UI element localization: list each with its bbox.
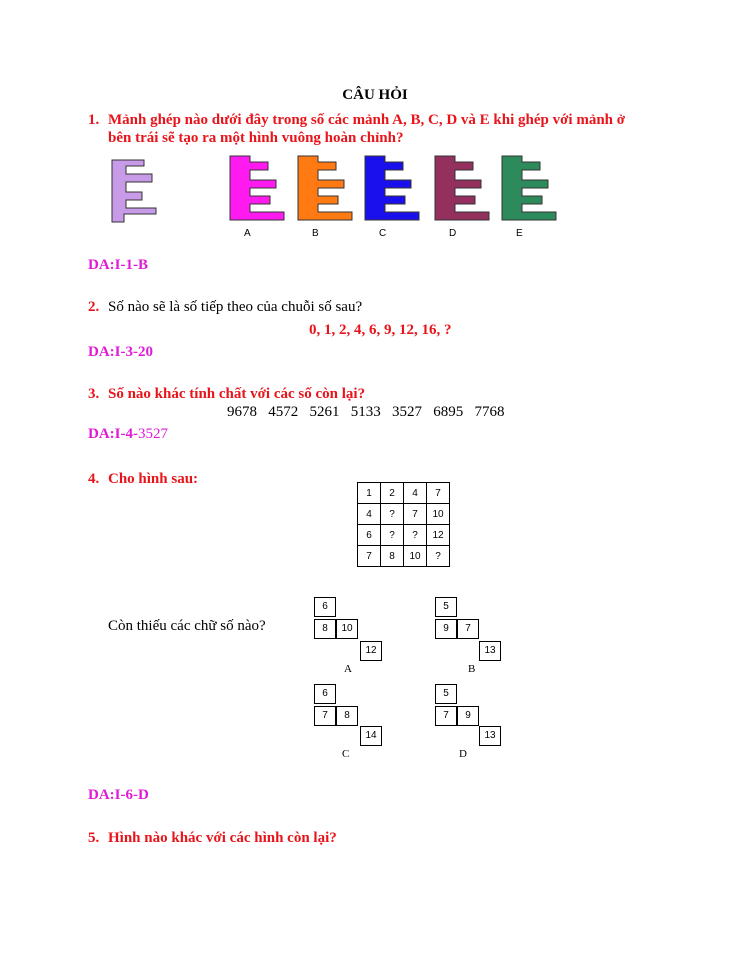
piece-shape [112, 160, 156, 222]
question-1 [88, 111, 688, 147]
piece-shape [230, 156, 284, 220]
question-5 [88, 829, 337, 847]
puzzle-piece-left [112, 160, 156, 222]
page-title: CÂU HỎI [342, 87, 408, 103]
grid-cell: 12 [427, 525, 450, 546]
question-number: 5. [88, 830, 100, 846]
puzzle-pieces [100, 150, 580, 240]
answer-4: DA:I-6-D [88, 787, 149, 803]
missing-prompt: Còn thiếu các chữ số nào? [108, 618, 266, 634]
number-item: 9678 [227, 404, 257, 420]
answer-3-prefix: DA:I-4- [88, 426, 138, 442]
number-grid [357, 482, 450, 567]
grid-cell: 4 [404, 483, 427, 504]
option-cell: 7 [314, 706, 336, 726]
piece-label: B [312, 228, 319, 239]
grid-cell: ? [427, 546, 450, 567]
option-cell: 9 [435, 619, 457, 639]
option-cell: 6 [314, 684, 336, 704]
question-3-text: Số nào khác tính chất với các số còn lại? [108, 386, 366, 402]
number-list [227, 403, 505, 421]
puzzle-piece-b [298, 156, 352, 239]
option-label: B [468, 663, 476, 675]
option-cell: 12 [360, 641, 382, 661]
option-label: C [342, 748, 350, 760]
question-number: 1. [88, 112, 100, 128]
option-cell: 5 [435, 597, 457, 617]
option-cell: 5 [435, 684, 457, 704]
grid-cell: 4 [358, 504, 381, 525]
answer-2: DA:I-3-20 [88, 344, 153, 360]
option-cell: 8 [336, 706, 358, 726]
number-item: 7768 [474, 404, 505, 420]
option-label: A [344, 663, 352, 675]
grid-cell: 7 [404, 504, 427, 525]
option-b [435, 597, 505, 677]
piece-label: A [244, 228, 251, 239]
grid-cell: 6 [358, 525, 381, 546]
number-item: 6895 [433, 404, 464, 420]
sequence: 0, 1, 2, 4, 6, 9, 12, 16, ? [309, 322, 452, 338]
question-1-line2: bên trái sẽ tạo ra một hình vuông hoàn chỉnh? [108, 130, 404, 146]
answer-3-value: 3527 [138, 426, 168, 442]
question-4-text: Cho hình sau: [108, 471, 199, 487]
option-cell: 14 [360, 726, 382, 746]
answer-1: DA:I-1-B [88, 257, 148, 273]
question-4 [88, 470, 198, 488]
piece-shape [502, 156, 556, 220]
puzzle-piece-e [502, 156, 556, 239]
question-2-text: Số nào sẽ là số tiếp theo của chuỗi số sau? [108, 299, 363, 315]
number-item: 3527 [392, 404, 422, 420]
option-cell: 10 [336, 619, 358, 639]
question-number: 2. [88, 299, 100, 315]
piece-shape [435, 156, 489, 220]
grid-cell: ? [381, 504, 404, 525]
grid-row [358, 525, 450, 546]
piece-shape [298, 156, 352, 220]
option-a [314, 597, 384, 677]
question-1-line1: Mảnh ghép nào dưới đây trong số các mảnh A, B, C, D và E khi ghép với mảnh ở [108, 112, 626, 128]
grid-cell: 1 [358, 483, 381, 504]
option-cell: 8 [314, 619, 336, 639]
option-cell: 7 [457, 619, 479, 639]
grid-row [358, 546, 450, 567]
piece-label: E [516, 228, 523, 239]
piece-label: D [449, 228, 457, 239]
option-c [314, 684, 384, 764]
answer-3 [88, 426, 168, 443]
puzzle-piece-a [230, 156, 284, 239]
question-3 [88, 385, 365, 403]
grid-cell: 7 [358, 546, 381, 567]
option-cell: 6 [314, 597, 336, 617]
option-d [435, 684, 505, 764]
grid-cell: 8 [381, 546, 404, 567]
option-cell: 13 [479, 726, 501, 746]
grid-cell: ? [381, 525, 404, 546]
piece-shape [365, 156, 419, 220]
grid-cell: ? [404, 525, 427, 546]
puzzle-piece-d [435, 156, 489, 239]
grid-row [358, 483, 450, 504]
number-item: 5261 [309, 404, 340, 420]
question-number: 3. [88, 386, 100, 402]
question-2 [88, 298, 362, 316]
grid-cell: 2 [381, 483, 404, 504]
option-cell: 7 [435, 706, 457, 726]
question-5-text: Hình nào khác với các hình còn lại? [108, 830, 337, 846]
grid-cell: 7 [427, 483, 450, 504]
number-item: 5133 [350, 404, 381, 420]
puzzle-piece-c [365, 156, 419, 239]
option-label: D [459, 748, 467, 760]
option-cell: 9 [457, 706, 479, 726]
number-item: 4572 [268, 404, 299, 420]
piece-label: C [379, 228, 387, 239]
grid-row [358, 504, 450, 525]
option-cell: 13 [479, 641, 501, 661]
grid-cell: 10 [404, 546, 427, 567]
question-number: 4. [88, 471, 100, 487]
grid-cell: 10 [427, 504, 450, 525]
